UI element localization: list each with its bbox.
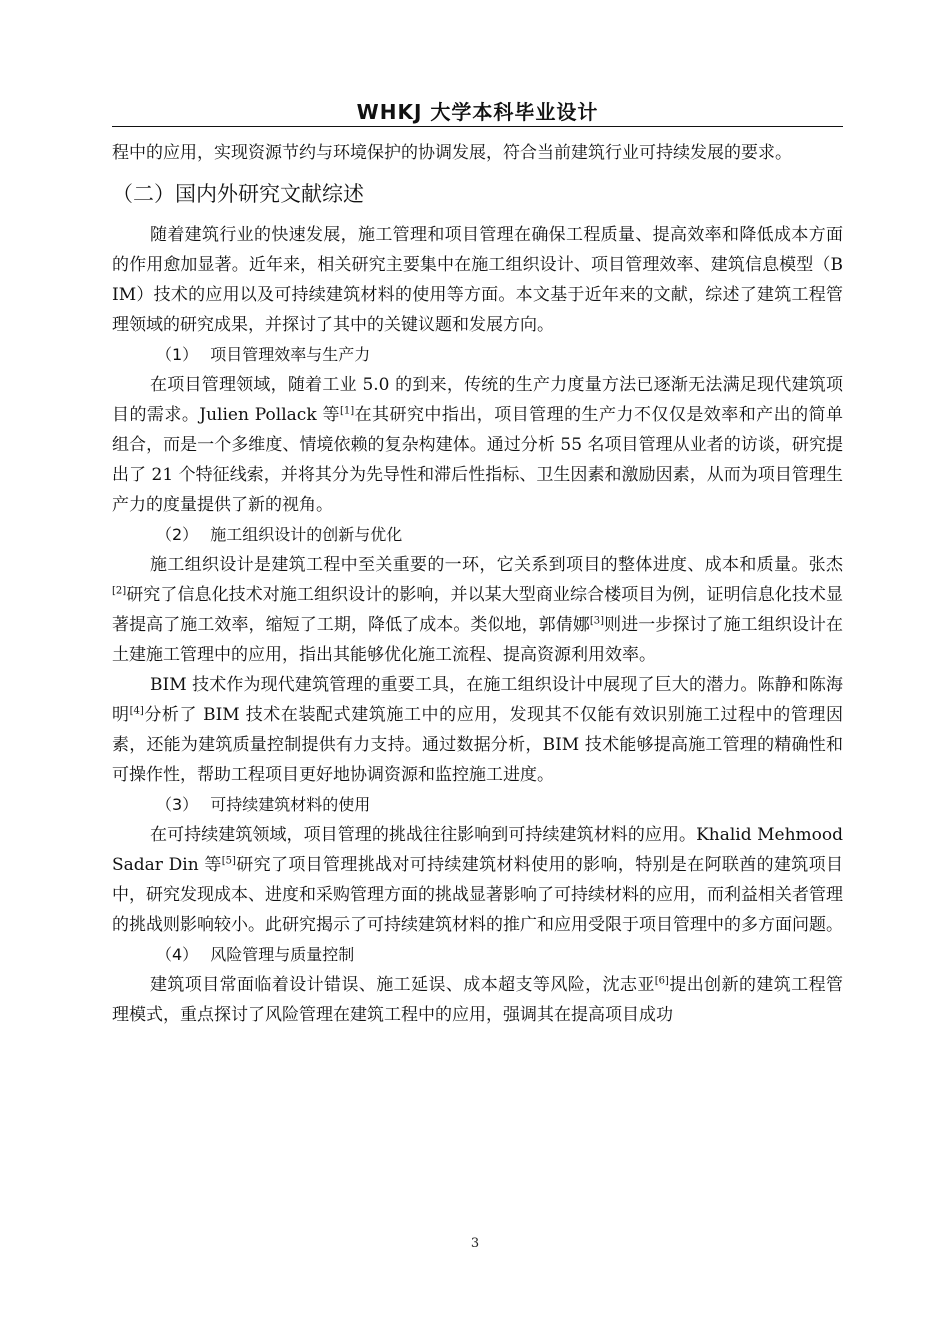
intro-tail-paragraph: 程中的应用，实现资源节约与环境保护的协调发展，符合当前建筑行业可持续发展的要求。 xyxy=(112,143,792,163)
paragraph-text: 在其研究中指出，项目管理的生产力不仅仅是效率和产出的简单组合，而是一个多维度、情境依赖的复杂构建体。通过分析 55 名项目管理从业者的访谈，研究提出了 21 个特征线索，并将其分为先导性和滞后性指标、卫生因素和激励因素，从而为项目管理生产力的度量提供了新的视角。 xyxy=(112,405,843,515)
citation-ref-4: [4] xyxy=(129,705,144,717)
paragraph-text: 施工组织设计是建筑工程中至关重要的一环，它关系到项目的整体进度、成本和质量。张杰 xyxy=(150,555,843,575)
subsection-title: 可持续建筑材料的使用 xyxy=(210,795,371,814)
subsection-3-paragraph xyxy=(112,820,843,940)
section-heading: （二）国内外研究文献综述 xyxy=(112,182,364,206)
subsection-heading-4 xyxy=(112,940,843,970)
citation-ref-2: [2] xyxy=(112,585,127,597)
citation-ref-6: [6] xyxy=(654,975,669,987)
subsection-title: 风险管理与质量控制 xyxy=(210,945,355,964)
subsection-number: （1） xyxy=(156,345,199,364)
paragraph-text: BIM 技术作为现代建筑管理的重要工具，在施工组织设计中展现了巨大的潜力。陈静和陈海明 xyxy=(112,675,843,725)
subsection-1-paragraph xyxy=(112,370,843,520)
paragraph-text: 建筑项目常面临着设计错误、施工延误、成本超支等风险，沈志亚 xyxy=(150,975,655,995)
page-number: 3 xyxy=(470,1236,480,1251)
subsection-heading-1 xyxy=(112,340,843,370)
paragraph-text: 在项目管理领域，随着工业 5.0 的到来，传统的生产力度量方法已逐渐无法满足现代建筑项目的需求。Julien Pollack 等 xyxy=(112,375,843,425)
subsection-4-paragraph xyxy=(112,970,843,1030)
paragraph-text: 在可持续建筑领域，项目管理的挑战往往影响到可持续建筑材料的应用。Khalid Mehmood Sadar Din 等 xyxy=(112,825,843,875)
subsection-heading-2 xyxy=(112,520,843,550)
subsection-2-paragraph-1 xyxy=(112,550,843,670)
paragraph-text: 则进一步探讨了施工组织设计在土建施工管理中的应用，指出其能够优化施工流程、提高资源利用效率。 xyxy=(112,615,844,665)
subsection-number: （4） xyxy=(156,945,199,964)
subsection-number: （2） xyxy=(156,525,199,544)
paragraph-text: 研究了项目管理挑战对可持续建筑材料使用的影响，特别是在阿联酋的建筑项目中，研究发现成本、进度和采购管理方面的挑战显著影响了可持续材料的应用，而利益相关者管理的挑战则影响较小。此研究揭示了可持续建筑材料的推广和应用受限于项目管理中的多方面问题。 xyxy=(112,855,843,935)
section-intro-paragraph: 随着建筑行业的快速发展，施工管理和项目管理在确保工程质量、提高效率和降低成本方面的作用愈加显著。近年来，相关研究主要集中在施工组织设计、项目管理效率、建筑信息模型（BIM）技术的应用以及可持续建筑材料的使用等方面。本文基于近年来的文献，综述了建筑工程管理领域的研究成果，并探讨了其中的关键议题和发展方向。 xyxy=(112,225,843,335)
citation-ref-1: [1] xyxy=(339,405,355,417)
paragraph-text: 提出创新的建筑工程管理模式，重点探讨了风险管理在建筑工程中的应用，强调其在提高项目成功 xyxy=(112,975,844,1025)
subsection-number: （3） xyxy=(156,795,199,814)
citation-ref-5: [5] xyxy=(221,855,236,867)
subsection-2-paragraph-2 xyxy=(112,670,843,790)
document-body xyxy=(112,138,843,1030)
subsection-title: 施工组织设计的创新与优化 xyxy=(210,525,403,544)
paragraph-text: 研究了信息化技术对施工组织设计的影响，并以某大型商业综合楼项目为例，证明信息化技术显著提高了施工效率，缩短了工期，降低了成本。类似地，郭倩娜 xyxy=(112,585,843,635)
subsection-title: 项目管理效率与生产力 xyxy=(210,345,371,364)
subsection-heading-3 xyxy=(112,790,843,820)
page-header-title: WHKJ 大学本科毕业设计 xyxy=(356,100,599,124)
paragraph-text: 分析了 BIM 技术在装配式建筑施工中的应用，发现其不仅能有效识别施工过程中的管理因素，还能为建筑质量控制提供有力支持。通过数据分析，BIM 技术能够提高施工管理的精确性和可操作性，帮助工程项目更好地协调资源和监控施工进度。 xyxy=(112,705,844,785)
citation-ref-3: [3] xyxy=(589,615,605,627)
header-divider xyxy=(112,126,843,127)
